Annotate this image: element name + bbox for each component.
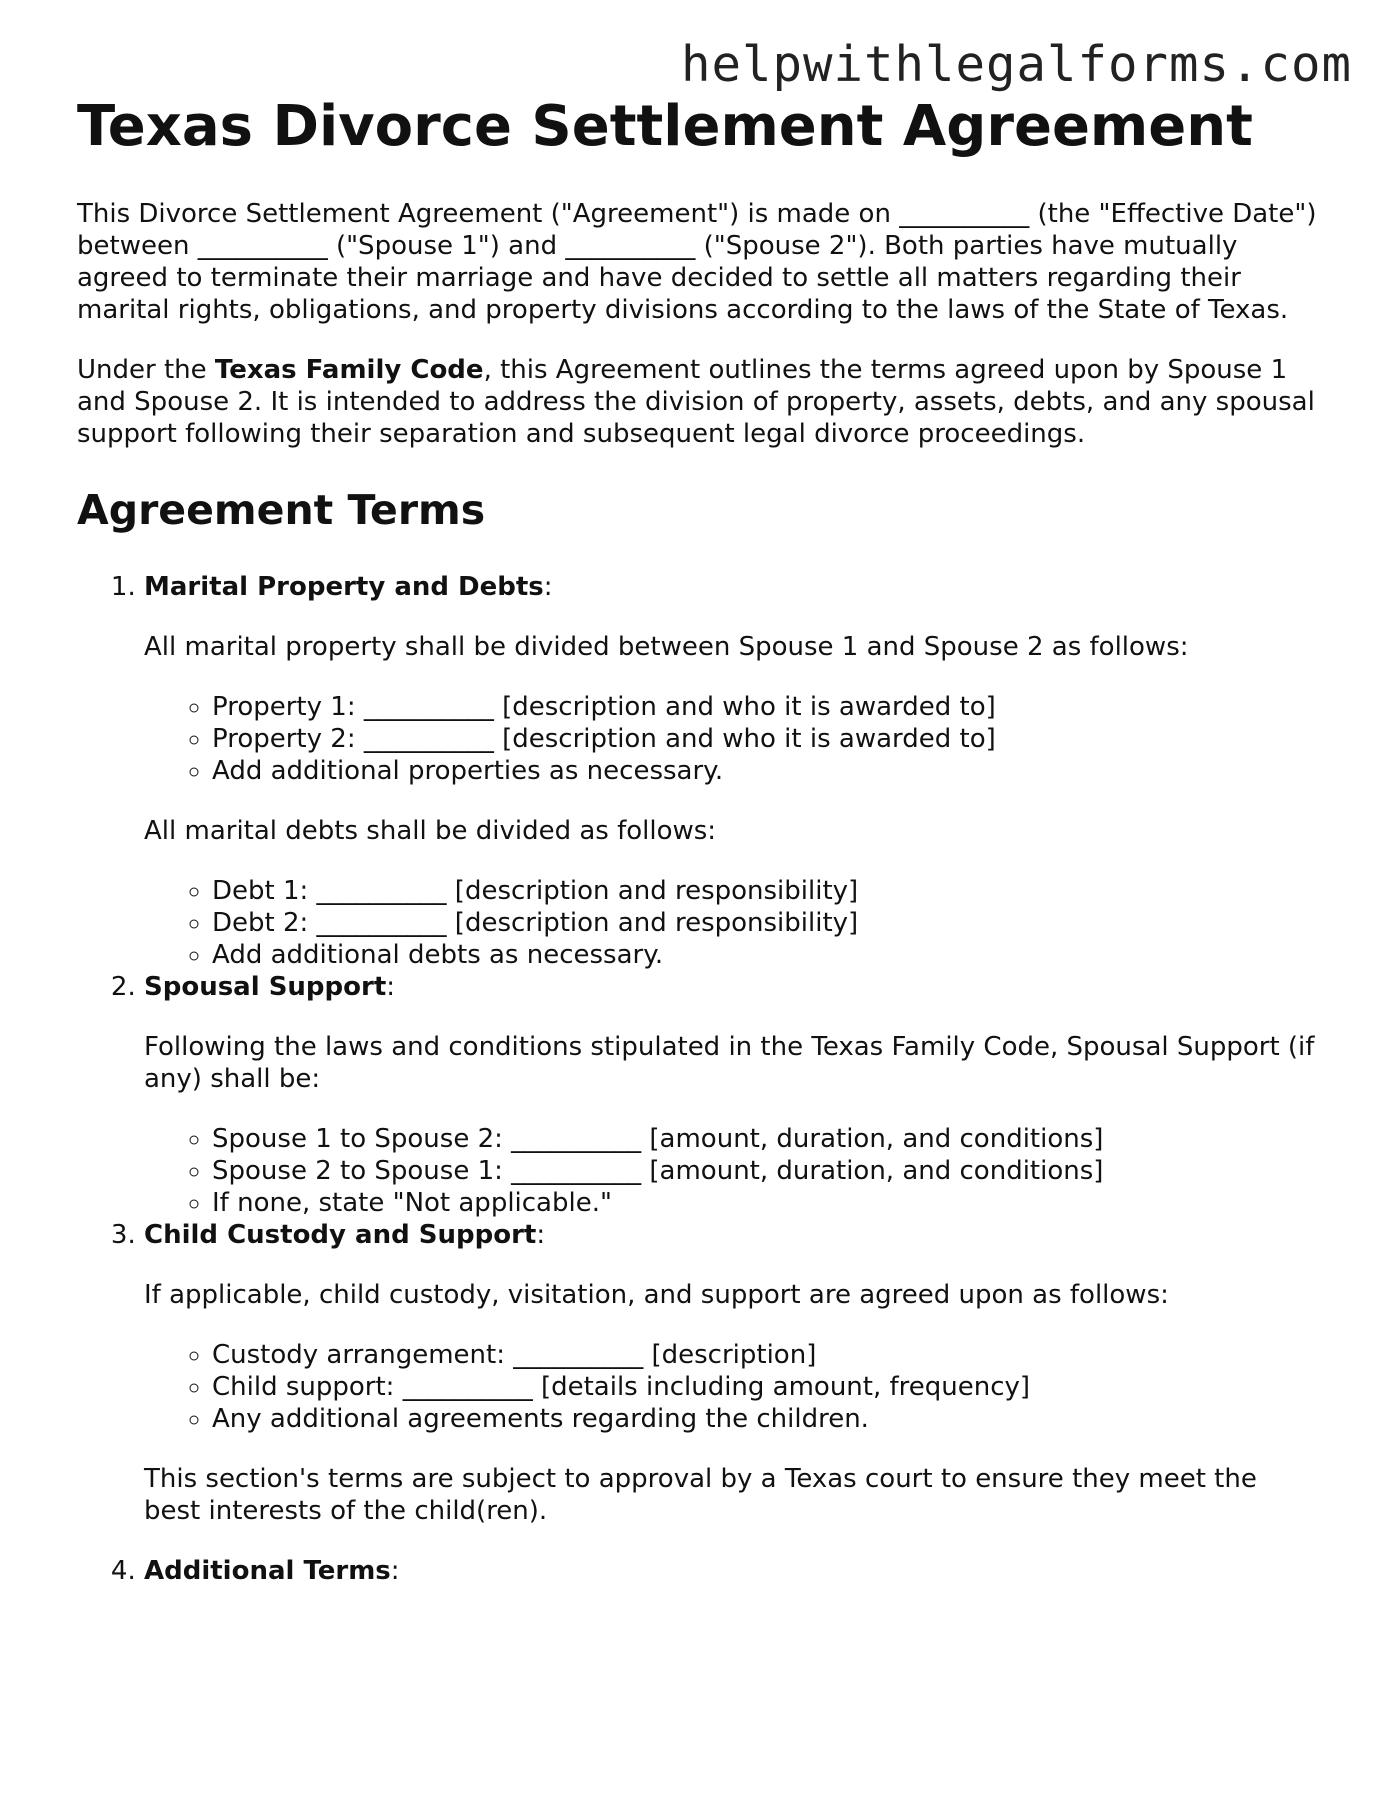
list-item: ◦ Property 1: __________ [description and who it is awarded to] xyxy=(212,691,1317,723)
site-watermark: helpwithlegalforms.com xyxy=(680,36,1352,93)
list-item: ◦ Spouse 2 to Spouse 1: __________ [amount, duration, and conditions] xyxy=(212,1155,1317,1187)
family-code-prefix: Under the xyxy=(77,354,215,385)
term-heading: 3. Child Custody and Support: xyxy=(144,1219,546,1250)
family-code-suffix: , this Agreement outlines the terms agreed upon by Spouse 1 and Spouse 2. It is intended to address the division of property, assets, debts, and any spousal support following their separation and subsequent legal divorce proceedings. xyxy=(77,354,1315,449)
list-item: ◦ Debt 2: __________ [description and responsibility] xyxy=(212,907,1317,939)
term-heading-label: Marital Property and Debts xyxy=(144,571,544,602)
intro-paragraph: This Divorce Settlement Agreement ("Agreement") is made on __________ (the "Effective Date") between __________ ("Spouse 1") and __________ ("Spouse 2"). Both parties have mutually agreed to terminate their marriage and have decided to settle all matters regarding their marital rights, obligations, and property divisions according to the laws of the State of Texas. xyxy=(77,198,1317,325)
debt-intro: All marital debts shall be divided as follows: xyxy=(144,815,717,846)
term-heading: 2. Spousal Support: xyxy=(144,971,396,1002)
term-item xyxy=(144,1219,1317,1527)
list-item: ◦ Property 2: __________ [description and who it is awarded to] xyxy=(212,723,1317,755)
list-item: ◦ If none, state "Not applicable." xyxy=(212,1187,1317,1219)
list-item: ◦ Custody arrangement: __________ [description] xyxy=(212,1339,1317,1371)
term-heading: 4. Additional Terms: xyxy=(144,1555,400,1586)
list-item: ◦ Add additional debts as necessary. xyxy=(212,939,1317,971)
term-item xyxy=(144,571,1317,971)
spousal-support-intro: Following the laws and conditions stipulated in the Texas Family Code, Spousal Support (if any) shall be: xyxy=(144,1031,1315,1094)
term-heading: 1. Marital Property and Debts: xyxy=(144,571,553,602)
terms-list xyxy=(77,571,1317,1587)
term-heading-label: Spousal Support xyxy=(144,971,387,1002)
property-intro: All marital property shall be divided between Spouse 1 and Spouse 2 as follows: xyxy=(144,631,1189,662)
list-item: ◦ Child support: __________ [details including amount, frequency] xyxy=(212,1371,1317,1403)
custody-note: This section's terms are subject to approval by a Texas court to ensure they meet the best interests of the child(ren). xyxy=(144,1463,1257,1526)
family-code-bold: Texas Family Code xyxy=(214,354,484,385)
custody-list xyxy=(144,1339,1317,1435)
term-item xyxy=(144,971,1317,1219)
section-title: Agreement Terms xyxy=(77,485,486,534)
list-item: ◦ Spouse 1 to Spouse 2: __________ [amount, duration, and conditions] xyxy=(212,1123,1317,1155)
debt-list xyxy=(144,875,1317,971)
document-body xyxy=(77,96,1317,1587)
term-heading-label: Child Custody and Support xyxy=(144,1219,537,1250)
term-heading-label: Additional Terms xyxy=(144,1555,391,1586)
spousal-support-list xyxy=(144,1123,1317,1219)
document-title: Texas Divorce Settlement Agreement xyxy=(77,94,1253,159)
list-item: ◦ Any additional agreements regarding the children. xyxy=(212,1403,1317,1435)
term-item xyxy=(144,1555,1317,1587)
property-list xyxy=(144,691,1317,787)
list-item: ◦ Debt 1: __________ [description and responsibility] xyxy=(212,875,1317,907)
list-item: ◦ Add additional properties as necessary. xyxy=(212,755,1317,787)
custody-intro: If applicable, child custody, visitation, and support are agreed upon as follows: xyxy=(144,1279,1169,1310)
family-code-paragraph xyxy=(77,354,1317,450)
